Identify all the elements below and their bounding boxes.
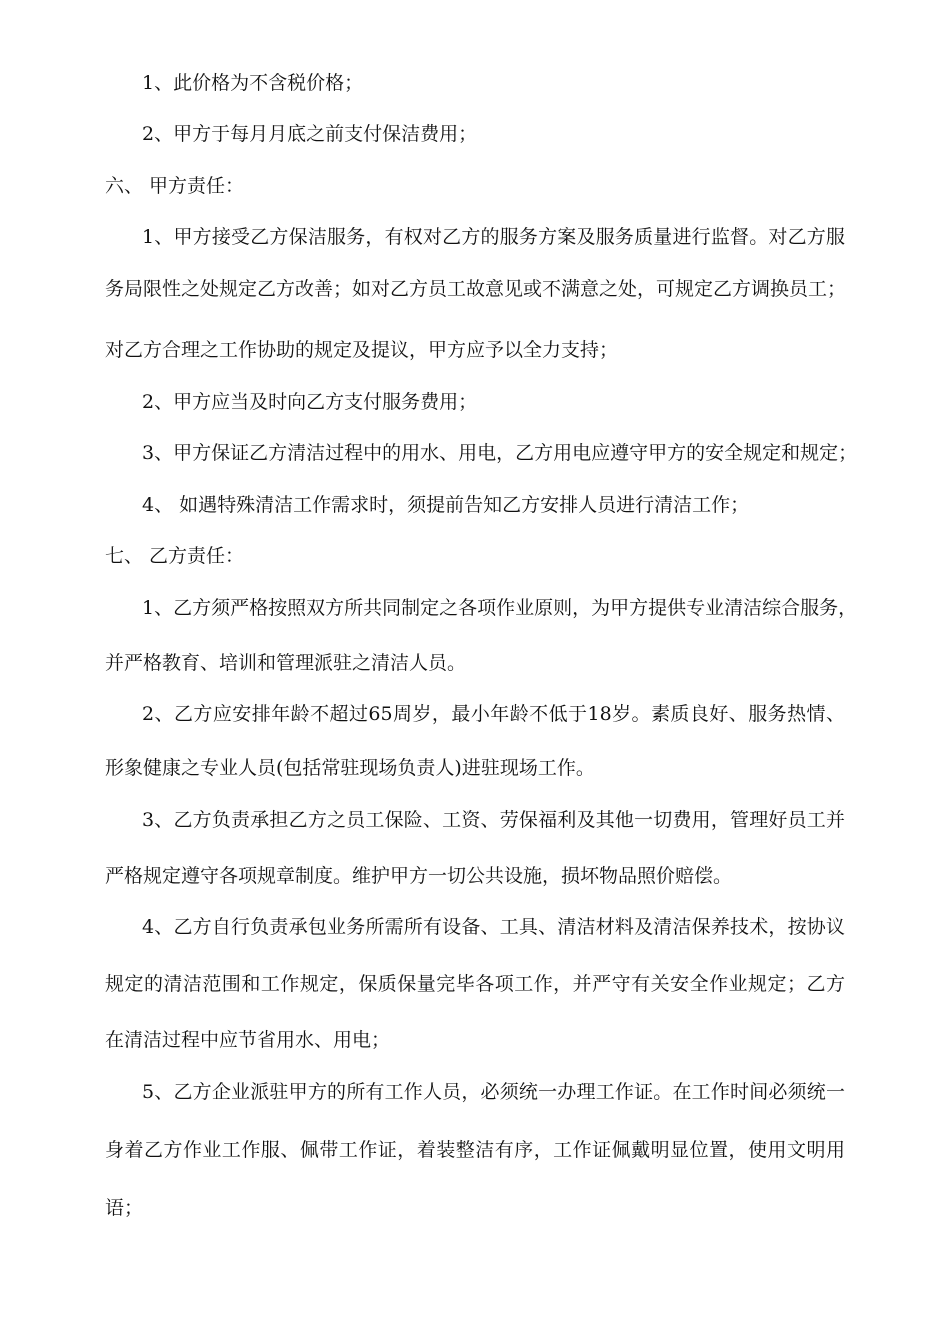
clause-7-item-1-line-2: 并严格教育、培训和管理派驻之清洁人员。 (105, 652, 467, 674)
clause-7-item-2-line-2: 形象健康之专业人员(包括常驻现场负责人)进驻现场工作。 (105, 757, 595, 779)
section-heading-7: 七、 乙方责任： (105, 545, 245, 567)
clause-6-item-3: 3、甲方保证乙方清洁过程中的用水、用电，乙方用电应遵守甲方的安全规定和规定； (142, 442, 858, 464)
clause-7-item-5-line-3: 语； (105, 1197, 144, 1219)
clause-7-item-1-line-1: 1、乙方须严格按照双方所共同制定之各项作业原则，为甲方提供专业清洁综合服务， (142, 597, 858, 619)
clause-5-item-1: 1、此价格为不含税价格； (142, 72, 364, 94)
clause-7-item-5-line-2: 身着乙方作业工作服、佩带工作证，着装整洁有序，工作证佩戴明显位置，使用文明用 (105, 1139, 845, 1161)
clause-6-item-1-line-3: 对乙方合理之工作协助的规定及提议，甲方应予以全力支持； (105, 339, 619, 361)
clause-7-item-4-line-1: 4、乙方自行负责承包业务所需所有设备、工具、清洁材料及清洁保养技术，按协议 (142, 916, 845, 938)
clause-7-item-4-line-2: 规定的清洁范围和工作规定，保质保量完毕各项工作，并严守有关安全作业规定；乙方 (105, 973, 845, 995)
section-heading-6: 六、 甲方责任： (105, 175, 245, 197)
clause-6-item-2: 2、甲方应当及时向乙方支付服务费用； (142, 391, 478, 413)
clause-7-item-3-line-2: 严格规定遵守各项规章制度。维护甲方一切公共设施，损坏物品照价赔偿。 (105, 865, 733, 887)
clause-7-item-2-line-1: 2、乙方应安排年龄不超过65周岁，最小年龄不低于18岁。素质良好、服务热情、 (142, 703, 845, 725)
clause-7-item-4-line-3: 在清洁过程中应节省用水、用电； (105, 1029, 391, 1051)
clause-6-item-4: 4、 如遇特殊清洁工作需求时，须提前告知乙方安排人员进行清洁工作； (142, 494, 750, 516)
clause-5-item-2: 2、甲方于每月月底之前支付保洁费用； (142, 123, 478, 145)
clause-6-item-1-line-1: 1、甲方接受乙方保洁服务，有权对乙方的服务方案及服务质量进行监督。对乙方服 (142, 226, 845, 248)
clause-6-item-1-line-2: 务局限性之处规定乙方改善；如对乙方员工故意见或不满意之处，可规定乙方调换员工； (105, 278, 847, 300)
clause-7-item-3-line-1: 3、乙方负责承担乙方之员工保险、工资、劳保福利及其他一切费用，管理好员工并 (142, 809, 845, 831)
clause-7-item-5-line-1: 5、乙方企业派驻甲方的所有工作人员，必须统一办理工作证。在工作时间必须统一 (142, 1081, 845, 1103)
